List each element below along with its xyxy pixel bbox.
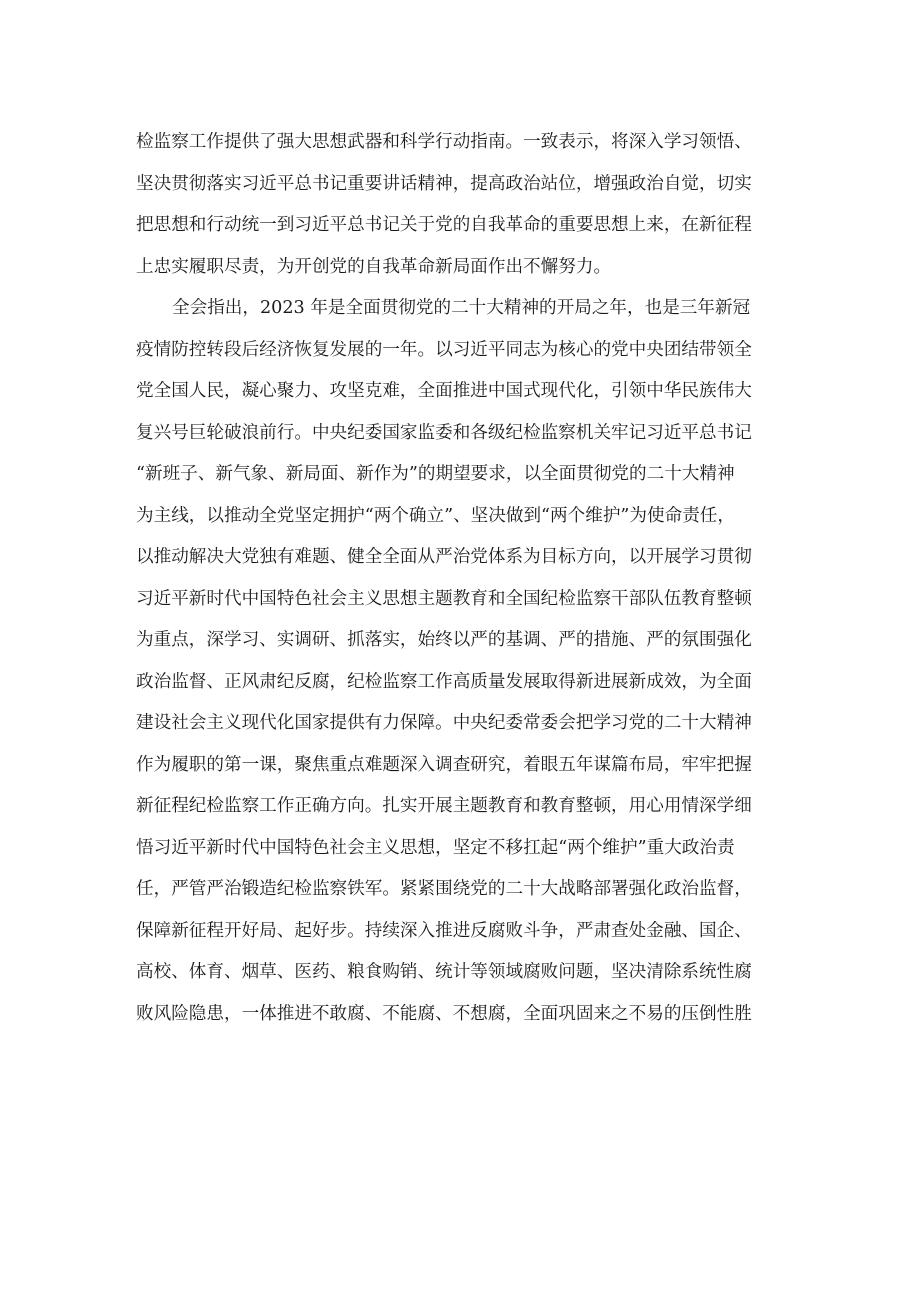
text-line: 政治监督、正风肃纪反腐，纪检监察工作高质量发展取得新进展新成效，为全面	[136, 671, 752, 692]
text-line: 为主线，以推动全党坚定拥护“两个确立”、坚决做到“两个维护”为使命责任，	[136, 505, 735, 526]
text-line: 疫情防控转段后经济恢复发展的一年。以习近平同志为核心的党中央团结带领全	[136, 339, 752, 360]
text-line: 保障新征程开好局、起好步。持续深入推进反腐败斗争，严肃查处金融、国企、	[136, 920, 752, 941]
text-line: 作为履职的第一课，聚焦重点难题深入调查研究，着眼五年谋篇布局，牢牢把握	[136, 754, 752, 775]
text-line: 上忠实履职尽责，为开创党的自我革命新局面作出不懈努力。	[136, 256, 612, 277]
text-line: “新班子、新气象、新局面、新作为”的期望要求，以全面贯彻党的二十大精神	[136, 464, 735, 484]
text-line: 复兴号巨轮破浪前行。中央纪委国家监委和各级纪检监察机关牢记习近平总书记	[136, 422, 752, 443]
text-line: 习近平新时代中国特色社会主义思想主题教育和全国纪检监察干部队伍教育整顿	[136, 588, 752, 609]
text-line: 检监察工作提供了强大思想武器和科学行动指南。一致表示，将深入学习领悟、	[136, 132, 752, 152]
text-line: 任，严管严治锻造纪检监察铁军。紧紧围绕党的二十大战略部署强化政治监督，	[136, 879, 752, 899]
text-line: 悟习近平新时代中国特色社会主义思想，坚定不移扛起“两个维护”重大政治责	[136, 837, 735, 858]
body-text	[136, 122, 836, 1035]
text-line: 败风险隐患，一体推进不敢腐、不能腐、不想腐，全面巩固来之不易的压倒性胜	[136, 1003, 752, 1024]
text-line: 党全国人民，凝心聚力、攻坚克难，全面推进中国式现代化，引领中华民族伟大	[136, 381, 752, 401]
text-line: 全会指出，2023 年是全面贯彻党的二十大精神的开局之年，也是三年新冠	[172, 298, 751, 318]
text-line: 为重点，深学习、实调研、抓落实，始终以严的基调、严的措施、严的氛围强化	[136, 630, 752, 650]
text-line: 新征程纪检监察工作正确方向。扎实开展主题教育和教育整顿，用心用情深学细	[136, 796, 752, 816]
text-line: 建设社会主义现代化国家提供有力保障。中央纪委常委会把学习党的二十大精神	[136, 713, 752, 733]
text-line: 坚决贯彻落实习近平总书记重要讲话精神，提高政治站位，增强政治自觉，切实	[136, 173, 752, 194]
text-line: 以推动解决大党独有难题、健全全面从严治党体系为目标方向，以开展学习贯彻	[136, 547, 752, 567]
text-line: 高校、体育、烟草、医药、粮食购销、统计等领域腐败问题，坚决清除系统性腐	[136, 962, 752, 982]
text-line: 把思想和行动统一到习近平总书记关于党的自我革命的重要思想上来，在新征程	[136, 215, 752, 235]
